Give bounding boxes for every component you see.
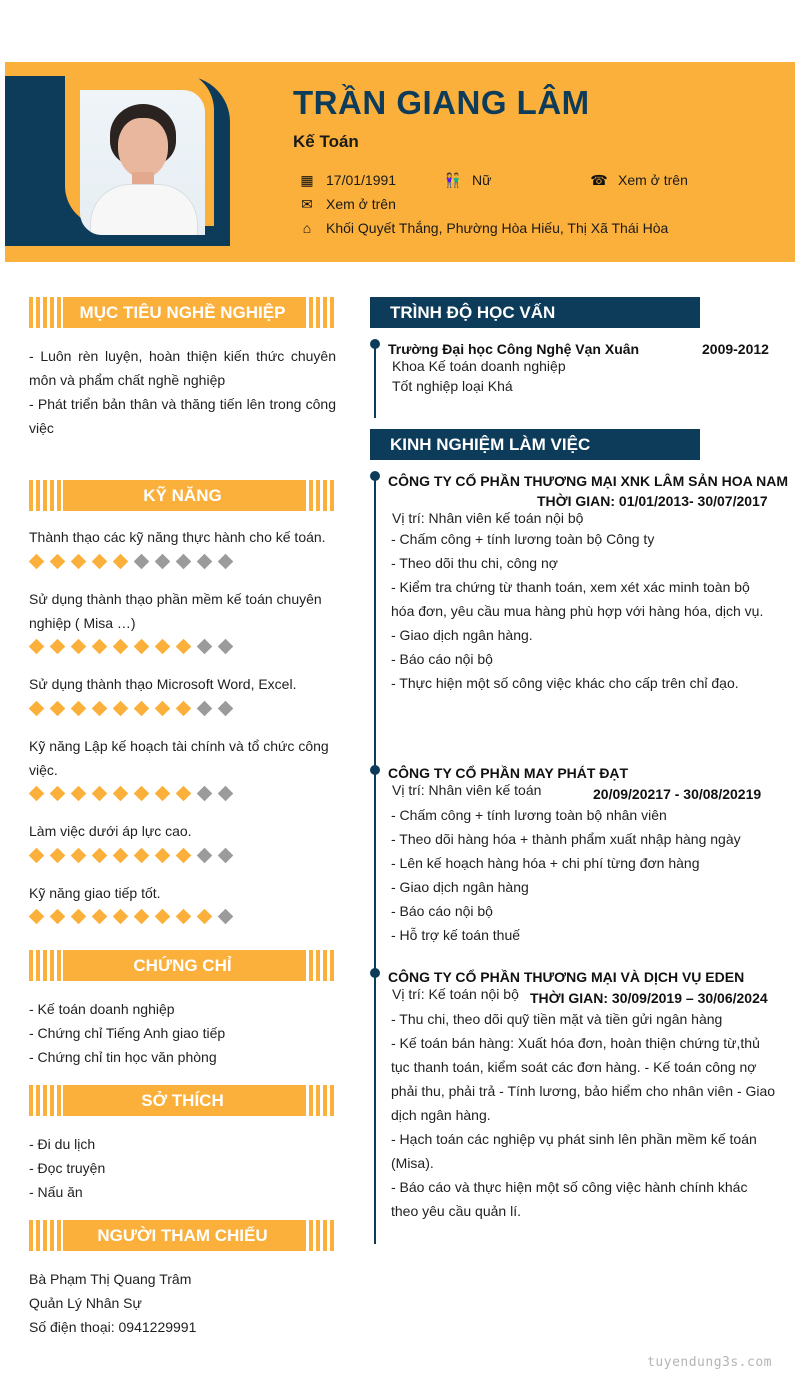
- job-duties: [391, 527, 776, 695]
- rating-diamond-empty: [218, 639, 234, 655]
- objective-section-title: MỤC TIÊU NGHỀ NGHIỆP: [29, 297, 336, 328]
- skill-label: Sử dụng thành thạo phần mềm kế toán chuyên nghiệp ( Misa …): [29, 591, 322, 631]
- job-duties: [391, 1007, 776, 1223]
- rating-diamond-filled: [71, 639, 87, 655]
- list-item: - Báo cáo nội bộ: [391, 651, 493, 667]
- birthdate-row: [297, 172, 396, 189]
- rating-diamond-empty: [218, 909, 234, 925]
- rating-diamond-filled: [29, 554, 45, 570]
- rating-diamond-filled: [50, 554, 66, 570]
- rating-diamond-filled: [92, 639, 108, 655]
- list-item: - Đọc truyện: [29, 1160, 106, 1176]
- list-item: - Theo dõi hàng hóa + thành phẩm xuất nhập hàng ngày: [391, 831, 741, 847]
- list-item: Số điện thoại: 0941229991: [29, 1319, 197, 1335]
- certificates-section-title: CHỨNG CHỈ: [29, 950, 336, 981]
- list-item: - Thực hiện một số công việc khác cho cấp trên chỉ đạo.: [391, 675, 739, 691]
- rating-diamond-empty: [218, 848, 234, 864]
- job-period: THỜI GIAN: 30/09/2019 – 30/06/2024: [530, 990, 768, 1006]
- school-name: Trường Đại học Công Nghệ Vạn Xuân: [388, 341, 640, 357]
- skill-label: Kỹ năng Lập kế hoạch tài chính và tổ chức công việc.: [29, 738, 329, 778]
- list-item: - Kiểm tra chứng từ thanh toán, xem xét xác minh toàn bộ hóa đơn, yêu cầu mua hàng phù hợp với hàng hóa, dịch vụ.: [391, 579, 764, 619]
- rating-diamond-filled: [71, 909, 87, 925]
- rating-diamond-filled: [92, 909, 108, 925]
- timeline-dot: [370, 471, 380, 481]
- email: Xem ở trên: [326, 196, 396, 212]
- job-position: Vị trí: Nhân viên kế toán: [392, 782, 542, 798]
- list-item: - Báo cáo và thực hiện một số công việc hành chính khác theo yêu cầu quản lí.: [391, 1179, 748, 1219]
- rating-diamond-filled: [176, 639, 192, 655]
- list-item: Quản Lý Nhân Sự: [29, 1295, 142, 1311]
- hobbies-section-title: SỞ THÍCH: [29, 1085, 336, 1116]
- rating-diamond-empty: [134, 554, 150, 570]
- phone-row: [589, 172, 688, 189]
- education-timeline: [374, 344, 376, 418]
- list-item: - Chứng chỉ tin học văn phòng: [29, 1049, 217, 1065]
- rating-diamond-filled: [176, 701, 192, 717]
- list-item: - Lên kế hoạch hàng hóa + chi phí từng đơn hàng: [391, 855, 700, 871]
- rating-diamond-filled: [71, 554, 87, 570]
- rating-diamond-filled: [50, 701, 66, 717]
- calendar-icon: ▦: [300, 172, 314, 188]
- rating-diamond-filled: [176, 848, 192, 864]
- rating-diamond-empty: [176, 554, 192, 570]
- rating-diamond-filled: [134, 639, 150, 655]
- rating-diamond-filled: [29, 848, 45, 864]
- rating-diamond-filled: [176, 909, 192, 925]
- skill-label: Làm việc dưới áp lực cao.: [29, 823, 192, 839]
- rating-diamond-filled: [92, 786, 108, 802]
- job-duties: [391, 803, 776, 947]
- list-item: - Đi du lịch: [29, 1136, 96, 1152]
- rating-diamond-empty: [197, 554, 213, 570]
- birthdate: 17/01/1991: [326, 172, 397, 188]
- rating-diamond-empty: [218, 554, 234, 570]
- rating-diamond-filled: [113, 639, 129, 655]
- phone: Xem ở trên: [618, 172, 688, 188]
- rating-diamond-filled: [155, 639, 171, 655]
- list-item: - Chấm công + tính lương toàn bộ nhân viên: [391, 807, 667, 823]
- rating-diamond-filled: [155, 701, 171, 717]
- rating-diamond-filled: [155, 848, 171, 864]
- job-title: Kế Toán: [293, 132, 359, 151]
- rating-diamond-filled: [113, 848, 129, 864]
- rating-diamond-filled: [134, 909, 150, 925]
- list-item: - Giao dịch ngân hàng.: [391, 627, 533, 643]
- rating-diamond-filled: [50, 639, 66, 655]
- address: Khối Quyết Thắng, Phường Hòa Hiếu, Thị Xã Thái Hòa: [326, 220, 669, 236]
- timeline-dot: [370, 765, 380, 775]
- skill-label: Sử dụng thành thạo Microsoft Word, Excel.: [29, 676, 297, 692]
- rating-diamond-filled: [50, 786, 66, 802]
- rating-diamond-filled: [113, 554, 129, 570]
- list-item: - Theo dõi thu chi, công nợ: [391, 555, 558, 571]
- rating-diamond-filled: [134, 848, 150, 864]
- gender: Nữ: [472, 172, 492, 188]
- list-item: - Nấu ăn: [29, 1184, 83, 1200]
- references-section-title: NGƯỜI THAM CHIẾU: [29, 1220, 336, 1251]
- address-row: [297, 220, 668, 236]
- phone-icon: ☎: [590, 172, 608, 188]
- rating-diamond-filled: [92, 701, 108, 717]
- rating-diamond-filled: [176, 786, 192, 802]
- rating-diamond-filled: [92, 554, 108, 570]
- rating-diamond-filled: [113, 701, 129, 717]
- list-item: - Chấm công + tính lương toàn bộ Công ty: [391, 531, 655, 547]
- job-company: CÔNG TY CỔ PHẦN MAY PHÁT ĐẠT: [388, 765, 629, 781]
- hobbies-list: [29, 1132, 336, 1204]
- rating-diamond-filled: [134, 701, 150, 717]
- rating-diamond-filled: [50, 848, 66, 864]
- list-item: - Hỗ trợ kế toán thuế: [391, 927, 521, 943]
- rating-diamond-empty: [155, 554, 171, 570]
- rating-diamond-filled: [197, 909, 213, 925]
- rating-diamond-filled: [155, 909, 171, 925]
- cv-header: [5, 62, 795, 262]
- rating-diamond-empty: [218, 701, 234, 717]
- rating-diamond-filled: [29, 786, 45, 802]
- skill-label: Kỹ năng giao tiếp tốt.: [29, 885, 161, 901]
- skills-section-title: KỸ NĂNG: [29, 480, 336, 511]
- rating-diamond-empty: [197, 786, 213, 802]
- rating-diamond-filled: [50, 909, 66, 925]
- rating-diamond-empty: [218, 786, 234, 802]
- rating-diamond-filled: [113, 786, 129, 802]
- job-company: CÔNG TY CỔ PHẦN THƯƠNG MẠI XNK LÂM SẢN HOA NAM: [388, 473, 788, 489]
- candidate-name: TRẦN GIANG LÂM: [293, 84, 590, 121]
- rating-diamond-filled: [113, 909, 129, 925]
- rating-diamond-empty: [197, 701, 213, 717]
- watermark: tuyendung3s.com: [647, 1355, 772, 1370]
- timeline-dot: [370, 968, 380, 978]
- gender-icon: 👫: [444, 172, 462, 188]
- rating-diamond-filled: [29, 701, 45, 717]
- rating-diamond-filled: [71, 701, 87, 717]
- rating-diamond-filled: [134, 786, 150, 802]
- list-item: - Chứng chỉ Tiếng Anh giao tiếp: [29, 1025, 226, 1041]
- email-row: [297, 196, 396, 213]
- rating-diamond-filled: [155, 786, 171, 802]
- gender-row: [443, 172, 491, 189]
- rating-diamond-empty: [197, 848, 213, 864]
- rating-diamond-filled: [71, 848, 87, 864]
- education-section-title: TRÌNH ĐỘ HỌC VẤN: [370, 297, 700, 328]
- rating-diamond-empty: [197, 639, 213, 655]
- certificates-list: [29, 997, 336, 1069]
- home-icon: ⌂: [302, 220, 312, 236]
- education-major: Khoa Kế toán doanh nghiệp: [392, 358, 566, 374]
- list-item: - Giao dịch ngân hàng: [391, 879, 529, 895]
- rating-diamond-filled: [92, 848, 108, 864]
- experience-section-title: KINH NGHIỆM LÀM VIỆC: [370, 429, 700, 460]
- references-list: [29, 1267, 336, 1339]
- skill-label: Thành thạo các kỹ năng thực hành cho kế toán.: [29, 529, 326, 545]
- objective-text: - Luôn rèn luyện, hoàn thiện kiến thức chuyên môn và phẩm chất nghề nghiệp - Phát triển bản thân và thăng tiến lên trong công việc: [29, 348, 336, 436]
- job-position: Vị trí: Nhân viên kế toán nội bộ: [392, 510, 584, 526]
- profile-photo: [80, 90, 205, 235]
- list-item: - Hạch toán các nghiệp vụ phát sinh lên phần mềm kế toán (Misa).: [391, 1131, 757, 1171]
- list-item: - Báo cáo nội bộ: [391, 903, 493, 919]
- job-position: Vị trí: Kế toán nội bộ: [392, 986, 519, 1002]
- timeline-dot: [370, 339, 380, 349]
- experience-timeline: [374, 476, 376, 1244]
- rating-diamond-filled: [29, 639, 45, 655]
- rating-diamond-filled: [29, 909, 45, 925]
- job-company: CÔNG TY CỔ PHẦN THƯƠNG MẠI VÀ DỊCH VỤ EDEN: [388, 969, 745, 985]
- job-period: THỜI GIAN: 01/01/2013- 30/07/2017: [537, 493, 768, 509]
- rating-diamond-filled: [71, 786, 87, 802]
- education-result: Tốt nghiệp loại Khá: [392, 378, 513, 394]
- list-item: - Thu chi, theo dõi quỹ tiền mặt và tiền gửi ngân hàng: [391, 1011, 723, 1027]
- education-period: 2009-2012: [702, 341, 769, 357]
- list-item: Bà Phạm Thị Quang Trâm: [29, 1271, 192, 1287]
- list-item: - Kế toán doanh nghiệp: [29, 1001, 175, 1017]
- job-period: 20/09/20217 - 30/08/20219: [593, 786, 762, 802]
- list-item: - Kế toán bán hàng: Xuất hóa đơn, hoàn thiện chứng từ,thủ tục thanh toán, kiểm soát các đơn hàng. - Kế toán công nợ phải thu, phải trả - Tính lương, bảo hiểm cho nhân viên - Giao dịch ngân hàng.: [391, 1035, 776, 1123]
- email-icon: ✉: [301, 196, 313, 212]
